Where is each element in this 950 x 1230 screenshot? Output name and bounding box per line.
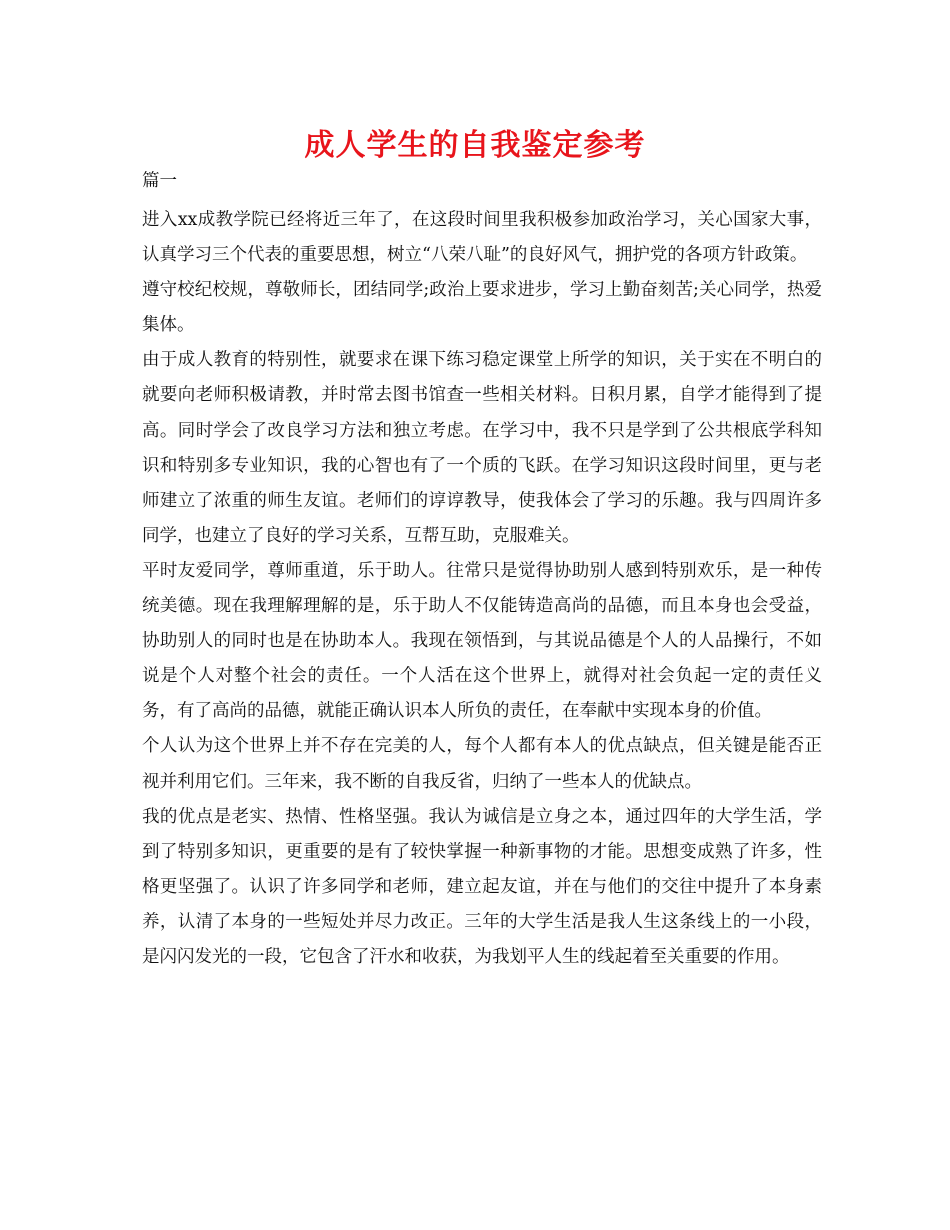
document-title: 成人学生的自我鉴定参考 <box>304 128 646 163</box>
paragraph-2: 遵守校纪校规，尊敬师长，团结同学;政治上要求进步，学习上勤奋刻苦;关心同学，热爱集体。 <box>142 280 822 336</box>
section-label: 篇一 <box>142 171 177 191</box>
paragraph-5: 个人认为这个世界上并不存在完美的人，每个人都有本人的优点缺点，但关键是能否正视并利用它们。三年来，我不断的自我反省，归纳了一些本人的优缺点。 <box>142 736 822 792</box>
paragraph-1: 进入xx成教学院已经将近三年了，在这段时间里我积极参加政治学习，关心国家大事，认真学习三个代表的重要思想，树立“八荣八耻”的良好风气，拥护党的各项方针政策。 <box>142 210 822 266</box>
paragraph-4: 平时友爱同学，尊师重道，乐于助人。往常只是觉得协助别人感到特别欢乐，是一种传统美德。现在我理解理解的是，乐于助人不仅能铸造高尚的品德，而且本身也会受益，协助别人的同时也是在协助本人。我现在领悟到，与其说品德是个人的人品操行，不如说是个人对整个社会的责任。一个人活在这个世界上，就得对社会负起一定的责任义务，有了高尚的品德，就能正确认识本人所负的责任，在奉献中实现本身的价值。 <box>142 560 822 722</box>
document-body <box>142 168 822 975</box>
paragraph-6: 我的优点是老实、热情、性格坚强。我认为诚信是立身之本，通过四年的大学生活，学到了特别多知识，更重要的是有了较快掌握一种新事物的才能。思想变成熟了许多，性格更坚强了。认识了许多同学和老师，建立起友谊，并在与他们的交往中提升了本身素养，认清了本身的一些短处并尽力改正。三年的大学生活是我人生这条线上的一小段，是闪闪发光的一段，它包含了汗水和收获，为我划平人生的线起着至关重要的作用。 <box>142 806 822 967</box>
paragraph-3: 由于成人教育的特别性，就要求在课下练习稳定课堂上所学的知识，关于实在不明白的就要向老师积极请教，并时常去图书馆查一些相关材料。日积月累，自学才能得到了提高。同时学会了改良学习方法和独立考虑。在学习中，我不只是学到了公共根底学科知识和特别多专业知识，我的心智也有了一个质的飞跃。在学习知识这段时间里，更与老师建立了浓重的师生友谊。老师们的谆谆教导，使我体会了学习的乐趣。我与四周许多同学，也建立了良好的学习关系，互帮互助，克服难关。 <box>142 350 822 546</box>
